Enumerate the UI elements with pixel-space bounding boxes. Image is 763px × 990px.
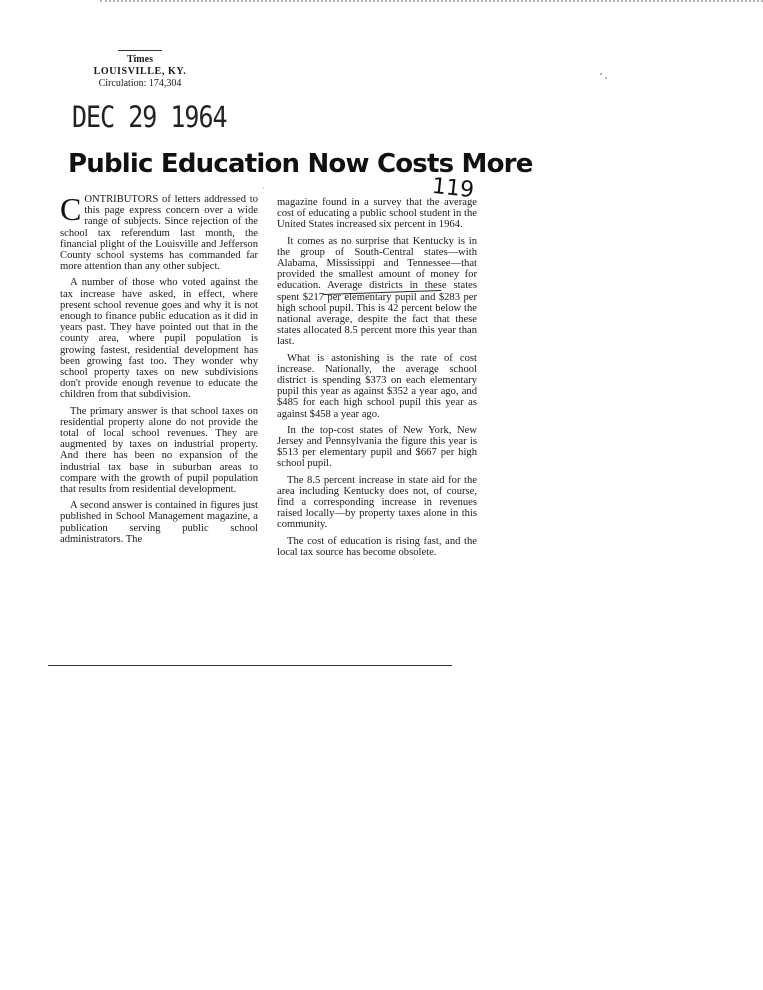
article-column-2: [277, 197, 477, 558]
publication-name: Times: [127, 54, 153, 65]
article-paragraph: [60, 191, 258, 273]
pencil-mark: ·: [262, 184, 265, 194]
clipping-bottom-rule: [48, 665, 452, 666]
article-paragraph: The 8.5 percent increase in state aid for the area including Kentucky does not, of course, find a corresponding increase in revenues raised locally—by property taxes alone in this community.: [277, 474, 477, 531]
masthead: [80, 50, 200, 89]
date-stamp: DEC 29 1964: [72, 100, 227, 135]
handwritten-note: 119: [430, 173, 476, 204]
article-paragraph: What is astonishing is the rate of cost increase. Nationally, the average school district is spending $373 on each elementary pupil this year as against $352 a year ago, and $485 for each high school pupil this year as against $458 a year ago.: [277, 352, 477, 420]
article-paragraph: It comes as no surprise that Kentucky is in the group of South-Central states—with Alabama, Mississippi and Tennessee—that provided the smallest amount of money for education. Average districts in these states spent $217 per elementary pupil and $283 per high school pupil. This is 42 percent below the national average, despite the fact that these states allocated 8.5 percent more this year than last.: [277, 235, 477, 348]
circulation: Circulation: 174,304: [98, 78, 182, 89]
article-paragraph: A second answer is contained in figures just published in School Management magazine, a publication serving public school administrators. The: [60, 500, 258, 545]
article-paragraph: The cost of education is rising fast, and the local tax source has become obsolete.: [277, 535, 477, 558]
headline: Public Education Now Costs More: [68, 149, 533, 179]
scan-speck: [605, 77, 607, 79]
publication-city: LOUISVILLE, KY.: [93, 66, 187, 77]
article-column-1: [60, 191, 258, 545]
top-edge-dots: [100, 0, 763, 6]
article-paragraph: A number of those who voted against the tax increase have asked, in effect, where present school revenue goes and why it is not enough to finance public education as it did in years past. They have pointed out that in the county area, where pupil population is growing fastest, residential development has been growing fast too. They wonder why school property taxes on new subdivisions don't provide enough revenue to educate the children from that subdivision.: [60, 277, 258, 401]
article-paragraph: In the top-cost states of New York, New Jersey and Pennsylvania the figure this year is $513 per elementary pupil and $667 per high school pupil.: [277, 424, 477, 470]
scan-speck: [600, 73, 602, 75]
drop-cap: C: [60, 191, 82, 227]
article-paragraph: magazine found in a survey that the average cost of educating a public school student in the United States increased six percent in 1964.: [277, 197, 477, 231]
paragraph-text: ONTRIBUTORS of letters addressed to this page express concern over a wide range of subjects. Since rejection of the school tax referendum last month, the financial plight of the Louisville and Jefferson County school systems has commanded far more attention than any other subject.: [60, 194, 258, 273]
masthead-rule: [118, 50, 162, 51]
article-paragraph: The primary answer is that school taxes on residential property alone do not provide the total of local school revenues. They are augmented by taxes on industrial property. And there has been no expansion of the industrial tax base in suburban areas to compare with the growth of pupil population that results from residential development.: [60, 405, 258, 496]
